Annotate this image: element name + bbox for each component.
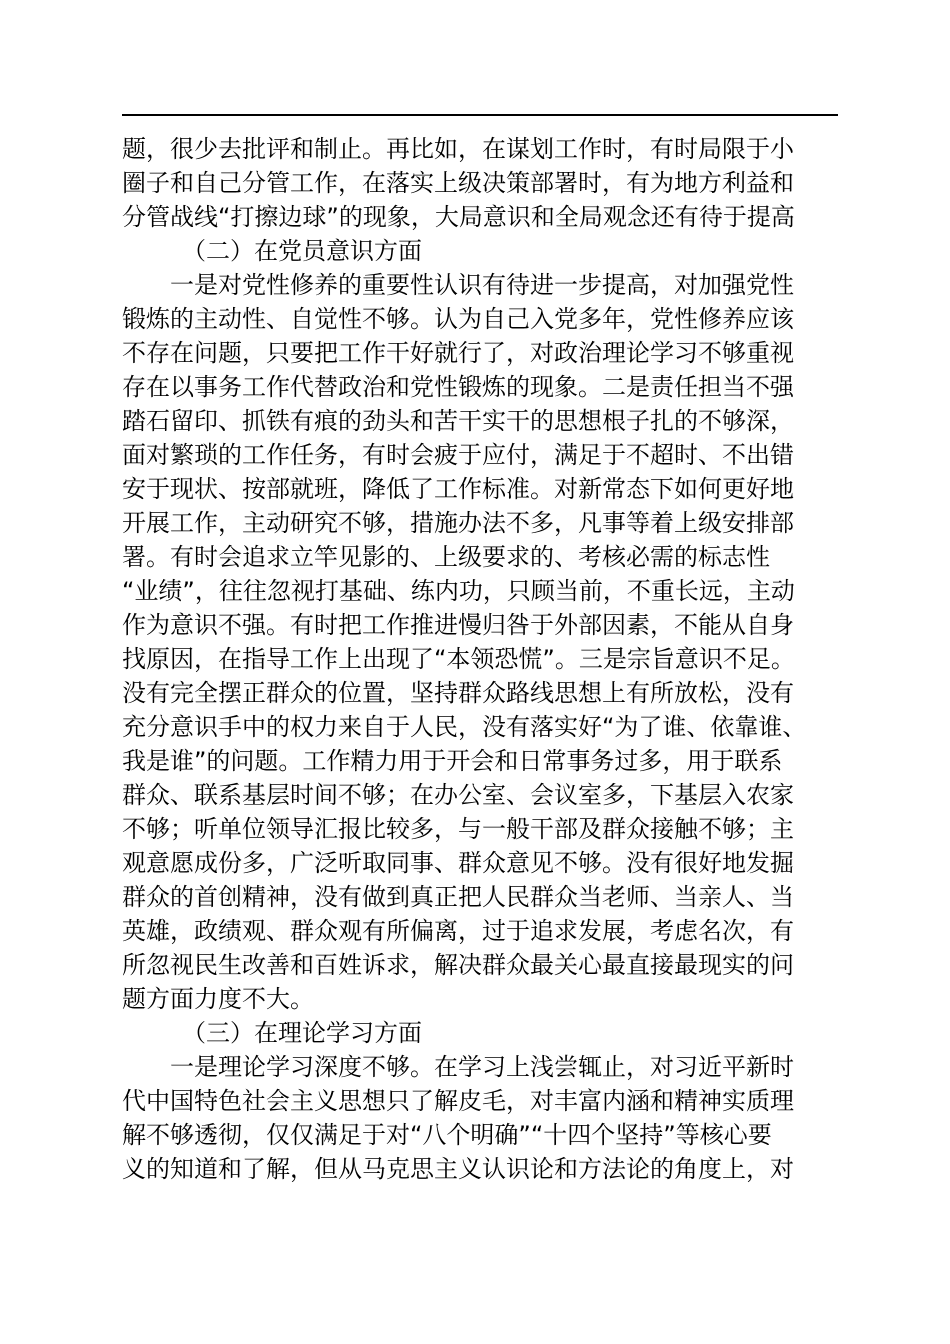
text-line: 圈子和自己分管工作，在落实上级决策部署时，有为地方利益和 [122, 169, 794, 197]
paragraph-first-line: 一是对党性修养的重要性认识有待进一步提高，对加强党性 [170, 271, 794, 299]
text-line: 锻炼的主动性、自觉性不够。认为自己入党多年，党性修养应该 [122, 305, 794, 333]
text-line: 找原因，在指导工作上出现了“本领恐慌”。三是宗旨意识不足。 [122, 645, 795, 673]
text-line: 义的知道和了解，但从马克思主义认识论和方法论的角度上，对 [122, 1155, 794, 1183]
text-line: 没有完全摆正群众的位置，坚持群众路线思想上有所放松，没有 [122, 679, 794, 707]
text-line: 开展工作，主动研究不够，措施办法不多，凡事等着上级安排部 [122, 509, 794, 537]
text-line: 英雄，政绩观、群众观有所偏离，过于追求发展，考虑名次，有 [122, 917, 794, 945]
text-line: 群众、联系基层时间不够；在办公室、会议室多，下基层入农家 [122, 781, 794, 809]
text-line: 所忽视民生改善和百姓诉求，解决群众最关心最直接最现实的问 [122, 951, 794, 979]
text-line: 署。有时会追求立竿见影的、上级要求的、考核必需的标志性 [122, 543, 770, 571]
text-line: 存在以事务工作代替政治和党性锻炼的现象。二是责任担当不强 [122, 373, 794, 401]
text-line: 我是谁”的问题。工作精力用于开会和日常事务过多，用于联系 [122, 747, 783, 775]
header-rule [122, 114, 838, 116]
paragraph-first-line: 一是理论学习深度不够。在学习上浅尝辄止，对习近平新时 [170, 1053, 794, 1081]
text-line: 解不够透彻，仅仅满足于对“八个明确”“十四个坚持”等核心要 [122, 1121, 772, 1149]
text-line: 群众的首创精神，没有做到真正把人民群众当老师、当亲人、当 [122, 883, 794, 911]
text-line: 题，很少去批评和制止。再比如，在谋划工作时，有时局限于小 [122, 135, 794, 163]
text-line: 充分意识手中的权力来自于人民，没有落实好“为了谁、依靠谁、 [122, 713, 807, 741]
document-body [122, 132, 852, 1186]
text-line: “业绩”，往往忽视打基础、练内功，只顾当前，不重长远，主动 [122, 577, 795, 605]
text-line: 不存在问题，只要把工作干好就行了，对政治理论学习不够重视 [122, 339, 794, 367]
text-line: 题方面力度不大。 [122, 985, 314, 1013]
text-line: 安于现状、按部就班，降低了工作标准。对新常态下如何更好地 [122, 475, 794, 503]
text-line: 不够；听单位领导汇报比较多，与一般干部及群众接触不够；主 [122, 815, 794, 843]
section-heading: （三）在理论学习方面 [182, 1019, 422, 1047]
text-line: 观意愿成份多，广泛听取同事、群众意见不够。没有很好地发掘 [122, 849, 794, 877]
text-line: 踏石留印、抓铁有痕的劲头和苦干实干的思想根子扎的不够深， [122, 407, 794, 435]
text-line: 代中国特色社会主义思想只了解皮毛，对丰富内涵和精神实质理 [122, 1087, 794, 1115]
text-line: 作为意识不强。有时把工作推进慢归咎于外部因素，不能从自身 [122, 611, 794, 639]
text-line: 分管战线“打擦边球”的现象，大局意识和全局观念还有待于提高 [122, 203, 795, 231]
text-line: 面对繁琐的工作任务，有时会疲于应付，满足于不超时、不出错 [122, 441, 794, 469]
section-heading: （二）在党员意识方面 [182, 237, 422, 265]
